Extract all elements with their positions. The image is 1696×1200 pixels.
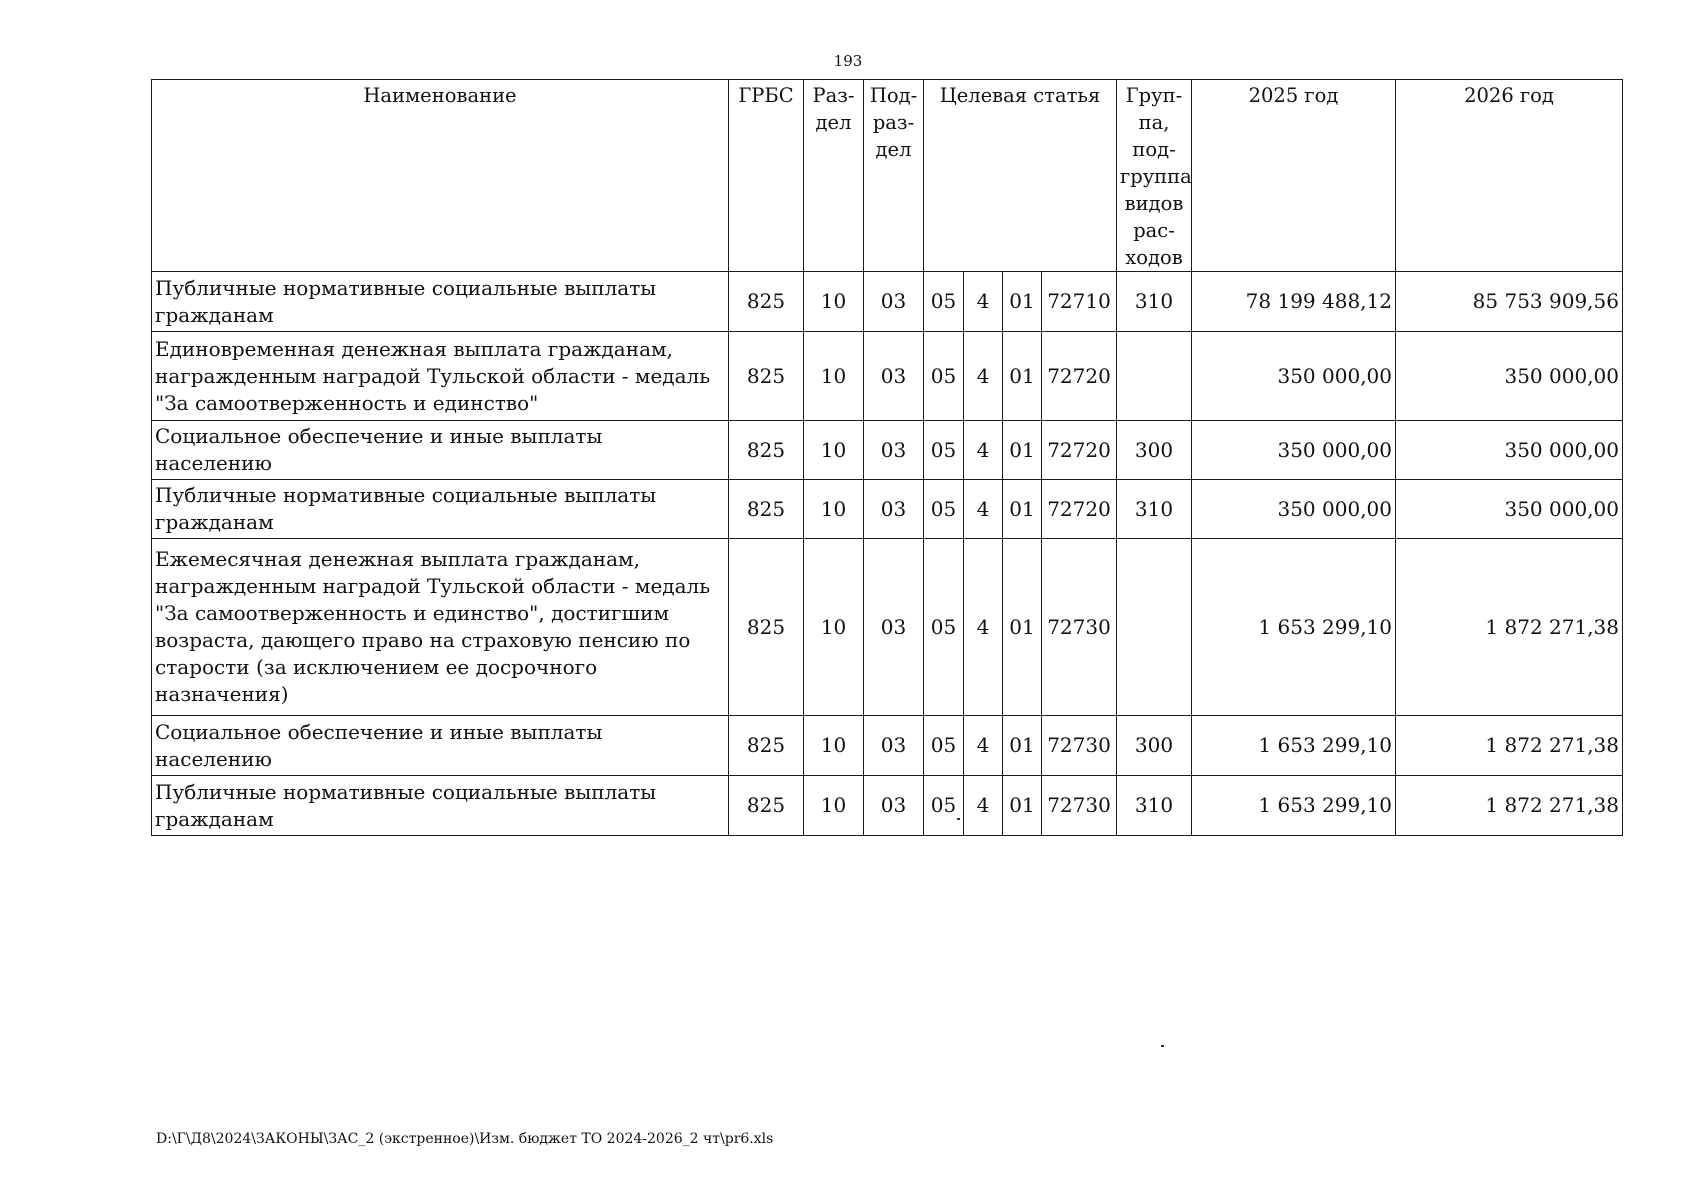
cell-name: Единовременная денежная выплата гражданам, награжденным наградой Тульской области - медаль "За самоотверженность и единство" — [152, 332, 729, 421]
cell-razdel: 10 — [804, 332, 864, 421]
cell-ts3: 01 — [1003, 480, 1042, 539]
cell-ts3: 01 — [1003, 332, 1042, 421]
cell-podrazdel: 03 — [864, 332, 924, 421]
table-row — [152, 332, 1623, 421]
table-row — [152, 539, 1623, 716]
cell-y2025: 1 653 299,10 — [1192, 716, 1396, 776]
scan-speck — [957, 818, 960, 820]
cell-y2026: 1 872 271,38 — [1396, 776, 1623, 836]
cell-y2026: 350 000,00 — [1396, 421, 1623, 480]
cell-name: Ежемесячная денежная выплата гражданам, награжденным наградой Тульской области - медаль "За самоотверженность и единство", достигшим возраста, дающего право на страховую пенсию по старости (за исключением ее досрочного назначения) — [152, 539, 729, 716]
cell-y2025: 1 653 299,10 — [1192, 776, 1396, 836]
cell-ts3: 01 — [1003, 776, 1042, 836]
cell-y2025: 350 000,00 — [1192, 480, 1396, 539]
cell-ts1: 05 — [924, 421, 964, 480]
cell-podrazdel: 03 — [864, 776, 924, 836]
cell-podrazdel: 03 — [864, 480, 924, 539]
header-grbs: ГРБС — [729, 80, 804, 272]
cell-ts2: 4 — [964, 716, 1003, 776]
cell-ts4: 72710 — [1042, 272, 1117, 332]
cell-y2026: 85 753 909,56 — [1396, 272, 1623, 332]
cell-ts2: 4 — [964, 539, 1003, 716]
cell-gruppa: 310 — [1117, 272, 1192, 332]
cell-name: Социальное обеспечение и иные выплаты населению — [152, 716, 729, 776]
header-2026: 2026 год — [1396, 80, 1623, 272]
cell-grbs: 825 — [729, 776, 804, 836]
header-razdel: Раз- дел — [804, 80, 864, 272]
cell-podrazdel: 03 — [864, 272, 924, 332]
cell-y2026: 350 000,00 — [1396, 480, 1623, 539]
cell-grbs: 825 — [729, 716, 804, 776]
cell-gruppa: 300 — [1117, 716, 1192, 776]
header-name: Наименование — [152, 80, 729, 272]
cell-razdel: 10 — [804, 776, 864, 836]
cell-y2025: 350 000,00 — [1192, 421, 1396, 480]
cell-razdel: 10 — [804, 480, 864, 539]
cell-grbs: 825 — [729, 272, 804, 332]
cell-razdel: 10 — [804, 272, 864, 332]
cell-ts2: 4 — [964, 332, 1003, 421]
cell-ts4: 72720 — [1042, 421, 1117, 480]
cell-ts3: 01 — [1003, 716, 1042, 776]
cell-y2025: 350 000,00 — [1192, 332, 1396, 421]
file-path: D:\Г\Д8\2024\ЗАКОНЫ\ЗАС_2 (экстренное)\Изм. бюджет ТО 2024-2026_2 чт\pr6.xls — [156, 1131, 774, 1147]
cell-ts1: 05 — [924, 539, 964, 716]
cell-ts4: 72730 — [1042, 716, 1117, 776]
cell-name: Публичные нормативные социальные выплаты гражданам — [152, 480, 729, 539]
header-podrazdel: Под- раз- дел — [864, 80, 924, 272]
cell-podrazdel: 03 — [864, 539, 924, 716]
cell-gruppa: 310 — [1117, 776, 1192, 836]
table-row — [152, 272, 1623, 332]
cell-y2026: 1 872 271,38 — [1396, 539, 1623, 716]
cell-ts2: 4 — [964, 776, 1003, 836]
cell-gruppa: 310 — [1117, 480, 1192, 539]
cell-grbs: 825 — [729, 332, 804, 421]
header-2025: 2025 год — [1192, 80, 1396, 272]
cell-ts2: 4 — [964, 480, 1003, 539]
table-row — [152, 716, 1623, 776]
cell-ts3: 01 — [1003, 539, 1042, 716]
table-row — [152, 421, 1623, 480]
cell-gruppa: 300 — [1117, 421, 1192, 480]
cell-y2026: 1 872 271,38 — [1396, 716, 1623, 776]
cell-razdel: 10 — [804, 716, 864, 776]
cell-ts4: 72720 — [1042, 480, 1117, 539]
cell-ts2: 4 — [964, 272, 1003, 332]
page-number: 193 — [833, 52, 863, 70]
table-header-row — [152, 80, 1623, 272]
cell-podrazdel: 03 — [864, 716, 924, 776]
cell-ts4: 72730 — [1042, 539, 1117, 716]
cell-ts1: 05 — [924, 716, 964, 776]
cell-ts1: 05 — [924, 480, 964, 539]
header-tselevaya-statya: Целевая статья — [924, 80, 1117, 272]
cell-y2025: 1 653 299,10 — [1192, 539, 1396, 716]
cell-grbs: 825 — [729, 539, 804, 716]
table-row — [152, 480, 1623, 539]
cell-gruppa — [1117, 332, 1192, 421]
header-gruppa: Груп- па, под- группа видов рас- ходов — [1117, 80, 1192, 272]
cell-ts1: 05 — [924, 272, 964, 332]
cell-razdel: 10 — [804, 539, 864, 716]
cell-gruppa — [1117, 539, 1192, 716]
cell-name: Социальное обеспечение и иные выплаты населению — [152, 421, 729, 480]
cell-y2026: 350 000,00 — [1396, 332, 1623, 421]
cell-grbs: 825 — [729, 421, 804, 480]
cell-name: Публичные нормативные социальные выплаты гражданам — [152, 272, 729, 332]
cell-ts1: 05 — [924, 332, 964, 421]
cell-razdel: 10 — [804, 421, 864, 480]
cell-grbs: 825 — [729, 480, 804, 539]
cell-podrazdel: 03 — [864, 421, 924, 480]
cell-ts1: 05 — [924, 776, 964, 836]
table-row — [152, 776, 1623, 836]
cell-ts4: 72720 — [1042, 332, 1117, 421]
cell-name: Публичные нормативные социальные выплаты гражданам — [152, 776, 729, 836]
cell-ts3: 01 — [1003, 272, 1042, 332]
budget-table — [151, 79, 1623, 836]
cell-ts3: 01 — [1003, 421, 1042, 480]
cell-y2025: 78 199 488,12 — [1192, 272, 1396, 332]
cell-ts4: 72730 — [1042, 776, 1117, 836]
cell-ts2: 4 — [964, 421, 1003, 480]
scan-speck — [1161, 1045, 1164, 1047]
